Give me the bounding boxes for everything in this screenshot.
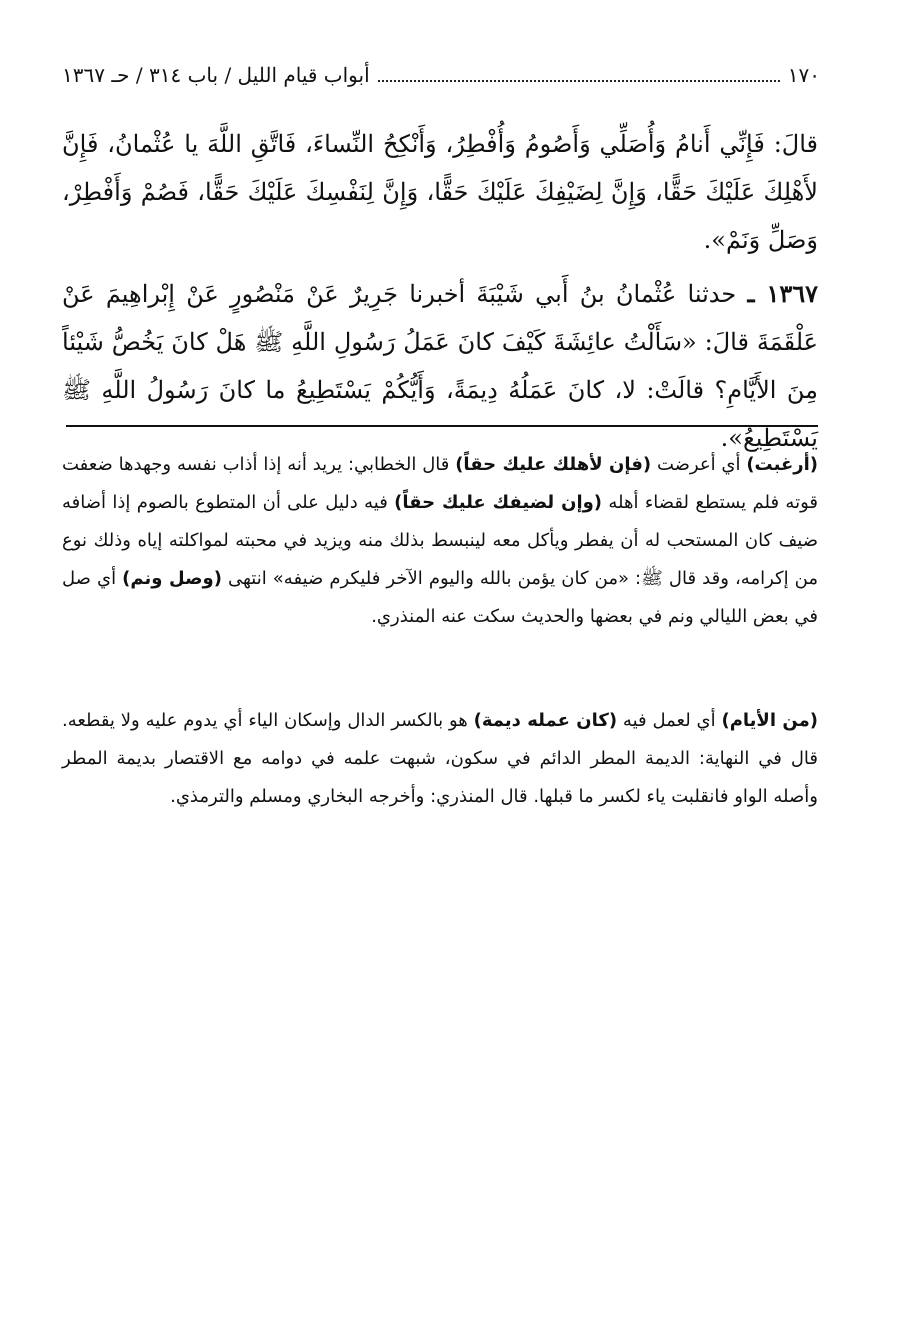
note-text: قال الخطابي: يريد أنه إذا أذاب نفسه وجهدها ضعفت قوته فلم يستطع لقضاء أهله xyxy=(62,454,818,513)
note-text: أي لعمل فيه xyxy=(617,710,722,731)
header-dot-leader xyxy=(378,80,780,82)
note-term: (وصل ونم) xyxy=(122,568,222,589)
page-number: ١٧٠ xyxy=(787,63,820,87)
note-term: (وإن لضيفك عليك حقاً) xyxy=(394,492,603,513)
hadith-1367 xyxy=(62,270,818,462)
note-text: هو بالكسر الدال وإسكان الياء أي يدوم عليه ولا يقطعه. قال في النهاية: الديمة المطر الدائم في سكون، شبهت علمه في دوامه مع الاقتصار بديمة المطر وأصله الواو فانقلبت ياء لكسر ما قبلها. قال المنذري: وأخرجه البخاري ومسلم والترمذي. xyxy=(62,710,818,807)
note-text: فيه دليل على أن المتطوع بالصوم إذا أضافه ضيف كان المستحب له أن يفطر ويأكل معه لينبسط بذلك منه ويزيد في محبته لمواكلته إياه وذلك نوع من إكرامه، وقد قال ﷺ: «من كان يؤمن بالله واليوم الآخر فليكرم ضيفه» انتهى xyxy=(62,492,818,589)
note-text: أي أعرضت xyxy=(651,454,747,475)
note-term: (فإن لأهلك عليك حقاً) xyxy=(455,454,652,475)
hadith-text: حدثنا عُثْمانُ بنُ أَبي شَيْبَةَ أخبرنا جَرِيرٌ عَنْ مَنْصُورٍ عَنْ إِبْراهِيمَ عَنْ عَلْقَمَةَ قالَ: «سَأَلْتُ عائِشَةَ كَيْفَ كانَ عَمَلُ رَسُولِ اللَّهِ ﷺ هَلْ كانَ يَخُصُّ شَيْئاً مِنَ الأَيَّامِ؟ قالَتْ: لا، كانَ عَمَلُهُ دِيمَةً، وَأَيُّكُمْ يَسْتَطِيعُ ما كانَ رَسُولُ اللَّهِ ﷺ يَسْتَطِيعُ». xyxy=(62,280,818,452)
page-header xyxy=(62,58,820,92)
commentary-note-2 xyxy=(62,702,818,816)
hadith-number: ١٣٦٧ ـ xyxy=(747,279,818,308)
note-term: (من الأيام) xyxy=(721,710,818,731)
note-term: (أرغبت) xyxy=(746,454,819,475)
running-title: أبواب قيام الليل / باب ٣١٤ / حـ ١٣٦٧ xyxy=(62,63,370,87)
note-term: (كان عمله ديمة) xyxy=(473,710,618,731)
footnote-divider xyxy=(66,425,818,427)
hadith-text-continuation: قالَ: فَإِنِّي أَنامُ وَأُصَلِّي وَأَصُومُ وَأُفْطِرُ، وَأَنْكِحُ النِّساءَ، فَاتَّقِ اللَّهَ يا عُثْمانُ، فَإِنَّ لأَهْلِكَ عَلَيْكَ حَقًّا، وَإِنَّ لِضَيْفِكَ عَلَيْكَ حَقًّا، وَإِنَّ لِنَفْسِكَ عَلَيْكَ حَقًّا، فَصُمْ وَأَفْطِرْ، وَصَلِّ وَنَمْ». xyxy=(62,130,818,254)
note-text: أي صل في بعض الليالي ونم في بعضها والحديث سكت عنه المنذري. xyxy=(62,568,818,627)
commentary-note-1 xyxy=(62,446,818,636)
